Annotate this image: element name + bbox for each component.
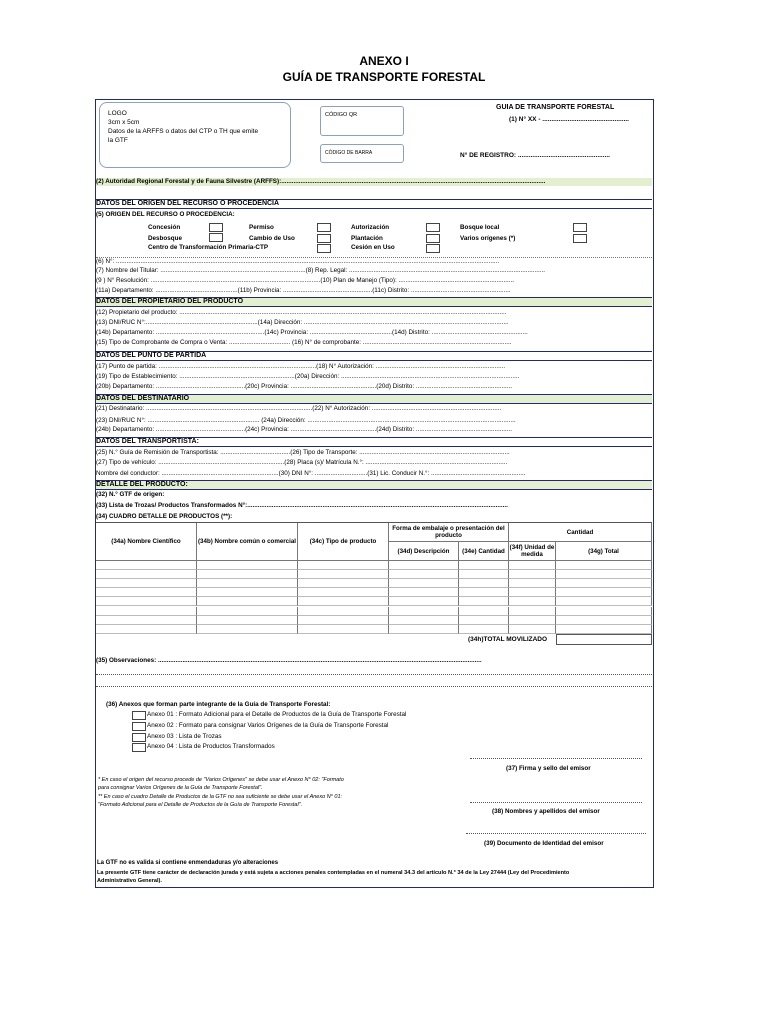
table-cell[interactable] xyxy=(459,597,509,606)
opt-desbosque: Desbosque xyxy=(148,235,182,242)
field-punto-partida: (17) Punto de partida: ..........................................................................................(18) N° Autorización: .......................................................................... xyxy=(96,363,506,370)
checkbox-varios-origenes[interactable] xyxy=(573,234,587,243)
note-line: * En caso el origen del recurso procede de "Varios Orígenes" se debe usar el Anexo N° 02: "Formato xyxy=(98,777,344,783)
col-cantidad: (34e) Cantidad xyxy=(459,542,509,561)
note-line: ** En caso el cuadro Detalle de Productos de la GTF no sea suficiente se debe usar el Anexo N° 01: xyxy=(98,794,343,800)
checkbox-anexo-01[interactable] xyxy=(132,711,146,720)
checkbox-ctp[interactable] xyxy=(317,244,331,253)
field-lista-trozas: (33) Lista de Trozas/ Productos Transformados N°:..................................................................................................................................................... xyxy=(96,502,508,509)
checkbox-cesion-uso[interactable] xyxy=(426,244,440,253)
section-destinatario: DATOS DEL DESTINATARIO xyxy=(96,394,652,404)
table-cell[interactable] xyxy=(298,588,389,597)
section-transportista: DATOS DEL TRANSPORTISTA: xyxy=(96,437,652,447)
table-cell[interactable] xyxy=(509,570,556,579)
table-cell[interactable] xyxy=(298,607,389,616)
table-cell[interactable] xyxy=(556,579,652,588)
table-cell[interactable] xyxy=(459,607,509,616)
table-cell[interactable] xyxy=(96,579,197,588)
table-cell[interactable] xyxy=(96,570,197,579)
table-cell[interactable] xyxy=(298,616,389,625)
field-ubicacion-destinatario: (24b) Departamento: ...................................................(24c) Provincia: .................................................(24d) Distrito: ....................................................... xyxy=(96,426,513,433)
gtf-form xyxy=(95,99,654,888)
field-comprobante: (15) Tipo de Comprobante de Compra o Venta: ................................... (16) N° de comprobante: ..................................................................................... xyxy=(96,339,512,346)
firma-line xyxy=(470,758,642,759)
field-establecimiento: (19) Tipo de Establecimiento: ..................................................................(20a) Dirección: ...................................................................................................... xyxy=(96,373,520,380)
col-total: (34g) Total xyxy=(556,542,652,561)
table-cell[interactable] xyxy=(556,625,652,634)
col-group-cantidad: Cantidad xyxy=(509,523,652,542)
table-cell[interactable] xyxy=(298,625,389,634)
qr-label: CÓDIGO QR xyxy=(325,112,358,118)
table-cell[interactable] xyxy=(509,588,556,597)
table-cell[interactable] xyxy=(459,625,509,634)
page-title: ANEXO I xyxy=(359,54,409,68)
observaciones-line xyxy=(96,674,652,675)
field-observaciones: (35) Observaciones: ......................................................................................................................................................................................... xyxy=(96,657,482,664)
table-cell[interactable] xyxy=(556,561,652,570)
field-resolucion: (9 ) N° Resolución: .................................................................................................(10) Plan de Manejo (Tipo): .................................................................. xyxy=(96,277,514,284)
table-cell[interactable] xyxy=(509,561,556,570)
opt-autorizacion: Autorización xyxy=(351,224,390,231)
field-dni-propietario: (13) DNI/RUC N°:................................................................(14a) Dirección: ..................................................................................................................... xyxy=(96,319,509,326)
table-cell[interactable] xyxy=(459,561,509,570)
total-movilizado-label: (34h)TOTAL MOVILIZADO xyxy=(467,636,548,643)
documento-label: (39) Documento de Identidad del emisor xyxy=(484,840,604,847)
total-movilizado-cell[interactable] xyxy=(556,634,652,645)
table-cell[interactable] xyxy=(389,570,459,579)
table-cell[interactable] xyxy=(556,607,652,616)
guia-heading: GUIA DE TRANSPORTE FORESTAL xyxy=(496,104,615,111)
opt-cesion-uso: Cesión en Uso xyxy=(351,244,395,251)
table-cell[interactable] xyxy=(197,625,298,634)
table-cell[interactable] xyxy=(197,561,298,570)
field-titular: (7) Nombre del Titular: ...................................................................................(8) Rep. Legal: ................................................................................................................ xyxy=(96,267,545,274)
checkbox-permiso[interactable] xyxy=(317,223,331,232)
col-group-embalaje: Forma de embalaje o presentación del producto xyxy=(389,523,509,542)
table-cell[interactable] xyxy=(298,570,389,579)
table-cell[interactable] xyxy=(459,616,509,625)
firma-sello-label: (37) Firma y sello del emisor xyxy=(506,765,591,772)
checkbox-anexo-03[interactable] xyxy=(132,733,146,742)
table-cell[interactable] xyxy=(389,625,459,634)
opt-permiso: Permiso xyxy=(249,224,274,231)
section-partida: DATOS DEL PUNTO DE PARTIDA xyxy=(96,351,652,361)
field-propietario: (12) Propietario del producto: ........................................................................................................................................................................................... xyxy=(96,309,507,316)
guia-number: (1) N° XX - ................................................ xyxy=(509,116,629,123)
table-cell[interactable] xyxy=(459,570,509,579)
field-dni-destinatario: (23) DNI/RUC N°: ................................................................ (24a) Dirección: ....................................................................................................................... xyxy=(96,417,516,424)
table-cell[interactable] xyxy=(298,579,389,588)
col-nombre-comun: (34b) Nombre común o comercial xyxy=(197,523,298,561)
field-cuadro-detalle: (34) CUADRO DETALLE DE PRODUCTOS (**): xyxy=(96,513,233,520)
anexo-04: Anexo 04 : Lista de Productos Transformados xyxy=(147,743,275,750)
table-cell[interactable] xyxy=(96,597,197,606)
opt-varios-origenes: Varios orígenes (*) xyxy=(460,235,516,242)
table-cell[interactable] xyxy=(556,570,652,579)
checkbox-desbosque[interactable] xyxy=(209,233,223,242)
section-producto: DETALLE DEL PRODUCTO: xyxy=(96,480,652,490)
table-cell[interactable] xyxy=(197,570,298,579)
page-subtitle: GUÍA DE TRANSPORTE FORESTAL xyxy=(282,70,486,84)
footer-legal-cont: Administrativo General). xyxy=(97,878,162,884)
logo-line: Datos de la ARFFS o datos del CTP o TH que emite xyxy=(108,128,259,135)
table-cell[interactable] xyxy=(509,579,556,588)
field-origen: (5) ORIGEN DEL RECURSO O PROCEDENCIA: xyxy=(96,211,235,218)
table-cell[interactable] xyxy=(556,597,652,606)
col-tipo-producto: (34c) Tipo de producto xyxy=(298,523,389,561)
logo-line: LOGO xyxy=(108,110,127,117)
checkbox-autorizacion[interactable] xyxy=(426,223,440,232)
field-ubicacion-propietario: (14b) Departamento: ..............................................................(14c) Provincia: ...............................................(14d) Distrito: ....................................................... xyxy=(96,329,528,336)
field-guia-remision: (25) N.° Guía de Remisión de Transportista: ........................................(26) Tipo de Transporte: ...................................................................................... xyxy=(96,449,510,456)
table-cell[interactable] xyxy=(509,625,556,634)
note-line: para consignar Varios Orígenes de la Guía de Transporte Forestal". xyxy=(98,785,263,791)
table-cell[interactable] xyxy=(556,588,652,597)
qr-box xyxy=(320,106,404,136)
barcode-box xyxy=(320,144,404,163)
field-vehiculo: (27) Tipo de vehículo: ........................................................................(28) Placa (s)/ Matrícula N.°: ................................................................................. xyxy=(96,459,508,466)
checkbox-cambio-uso[interactable] xyxy=(317,234,331,243)
section-propietario: DATOS DEL PROPIETARIO DEL PRODUCTO xyxy=(96,297,652,307)
note-line: "Formato Adicional para el Detalle de Productos de la Guía de Transporte Forestal". xyxy=(98,802,303,808)
table-cell[interactable] xyxy=(298,597,389,606)
anexo-03: Anexo 03 : Lista de Trozas xyxy=(147,733,222,740)
checkbox-bosque-local[interactable] xyxy=(573,223,587,232)
table-cell[interactable] xyxy=(96,616,197,625)
table-cell[interactable] xyxy=(197,588,298,597)
table-cell[interactable] xyxy=(389,579,459,588)
col-unidad-medida: (34f) Unidad de medida xyxy=(509,542,556,561)
field-ubicacion-origen: (11a) Departamento: ...............................................(11b) Provincia: ...................................................(11c) Distrito: ......................................................... xyxy=(96,287,511,294)
field-gtf-origen: (32) N.° GTF de origen: xyxy=(96,491,165,498)
barcode-label: CÓDIGO DE BARRA xyxy=(325,150,373,156)
table-cell[interactable] xyxy=(389,607,459,616)
table-cell[interactable] xyxy=(556,616,652,625)
table-cell[interactable] xyxy=(197,616,298,625)
field-arffs: (2) Autoridad Regional Forestal y de Fauna Silvestre (ARFFS):....................................................................................................................................................... xyxy=(96,178,652,186)
field-numero: (6) N°: ........................................................................................................................................................................................................................... xyxy=(96,257,652,266)
opt-bosque-local: Bosque local xyxy=(460,224,500,231)
logo-line: la GTF xyxy=(108,137,128,144)
table-cell[interactable] xyxy=(389,616,459,625)
checkbox-anexo-04[interactable] xyxy=(132,743,146,752)
table-cell[interactable] xyxy=(197,579,298,588)
section-origen: DATOS DEL ORIGEN DEL RECURSO O PROCEDENCIA xyxy=(96,199,652,209)
opt-ctp: Centro de Transformación Primaria-CTP xyxy=(148,244,269,251)
table-cell[interactable] xyxy=(197,607,298,616)
table-cell[interactable] xyxy=(509,616,556,625)
nombres-line xyxy=(470,802,642,803)
checkbox-plantacion[interactable] xyxy=(426,234,440,243)
checkbox-anexo-02[interactable] xyxy=(132,722,146,731)
col-descripcion: (34d) Descripción xyxy=(389,542,459,561)
logo-box xyxy=(99,102,291,168)
logo-line: 3cm x 5cm xyxy=(108,119,140,126)
field-conductor: Nombre del conductor: ...................................................................(30) DNI N°: ..............................(31) Lic. Conducir N.°: ...................................................... xyxy=(96,470,526,477)
anexo-01: Anexo 01 : Formato Adicional para el Detalle de Productos de la Guía de Transporte Forestal xyxy=(147,711,407,718)
table-cell[interactable] xyxy=(96,561,197,570)
field-destinatario: (21) Destinatario: ...............................................................................................(22) N° Autorización: .......................................................................... xyxy=(96,405,502,412)
opt-concesion: Concesión xyxy=(148,224,181,231)
table-cell[interactable] xyxy=(389,588,459,597)
table-cell[interactable] xyxy=(96,625,197,634)
table-cell[interactable] xyxy=(509,607,556,616)
nombres-label: (38) Nombres y apellidos del emisor xyxy=(492,808,600,815)
footer-legal: La presente GTF tiene carácter de declaración jurada y está sujeta a acciones penales contempladas en el numeral 34.3 del artículo N.° 34 de la Ley 27444 (Ley del Procedimiento xyxy=(97,870,570,876)
table-cell[interactable] xyxy=(96,607,197,616)
table-cell[interactable] xyxy=(459,588,509,597)
observaciones-line xyxy=(96,686,652,687)
footer-validity: La GTF no es valida si contiene enmendaduras y/o alteraciones xyxy=(97,860,279,866)
anexos-title: (36) Anexos que forman parte integrante de la Guía de Transporte Forestal: xyxy=(106,701,331,708)
documento-line xyxy=(466,833,646,834)
table-cell[interactable] xyxy=(459,579,509,588)
table-cell[interactable] xyxy=(298,561,389,570)
table-cell[interactable] xyxy=(389,597,459,606)
products-table xyxy=(96,522,652,647)
opt-plantacion: Plantación xyxy=(351,235,383,242)
table-cell[interactable] xyxy=(96,588,197,597)
field-ubicacion-partida: (20b) Departamento: ...................................................(20c) Provincia: .................................................(20d) Distrito: ....................................................... xyxy=(96,383,513,390)
table-cell[interactable] xyxy=(509,597,556,606)
table-cell[interactable] xyxy=(197,597,298,606)
anexo-02: Anexo 02 : Formato para consignar Varios Orígenes de la Guía de Transporte Forestal xyxy=(147,722,389,729)
opt-cambio-uso: Cambio de Uso xyxy=(249,235,295,242)
checkbox-concesion[interactable] xyxy=(209,223,223,232)
table-cell[interactable] xyxy=(389,561,459,570)
registro-number: N° DE REGISTRO: ................................................... xyxy=(460,152,610,159)
col-nombre-cientifico: (34a) Nombre Científico xyxy=(96,523,197,561)
